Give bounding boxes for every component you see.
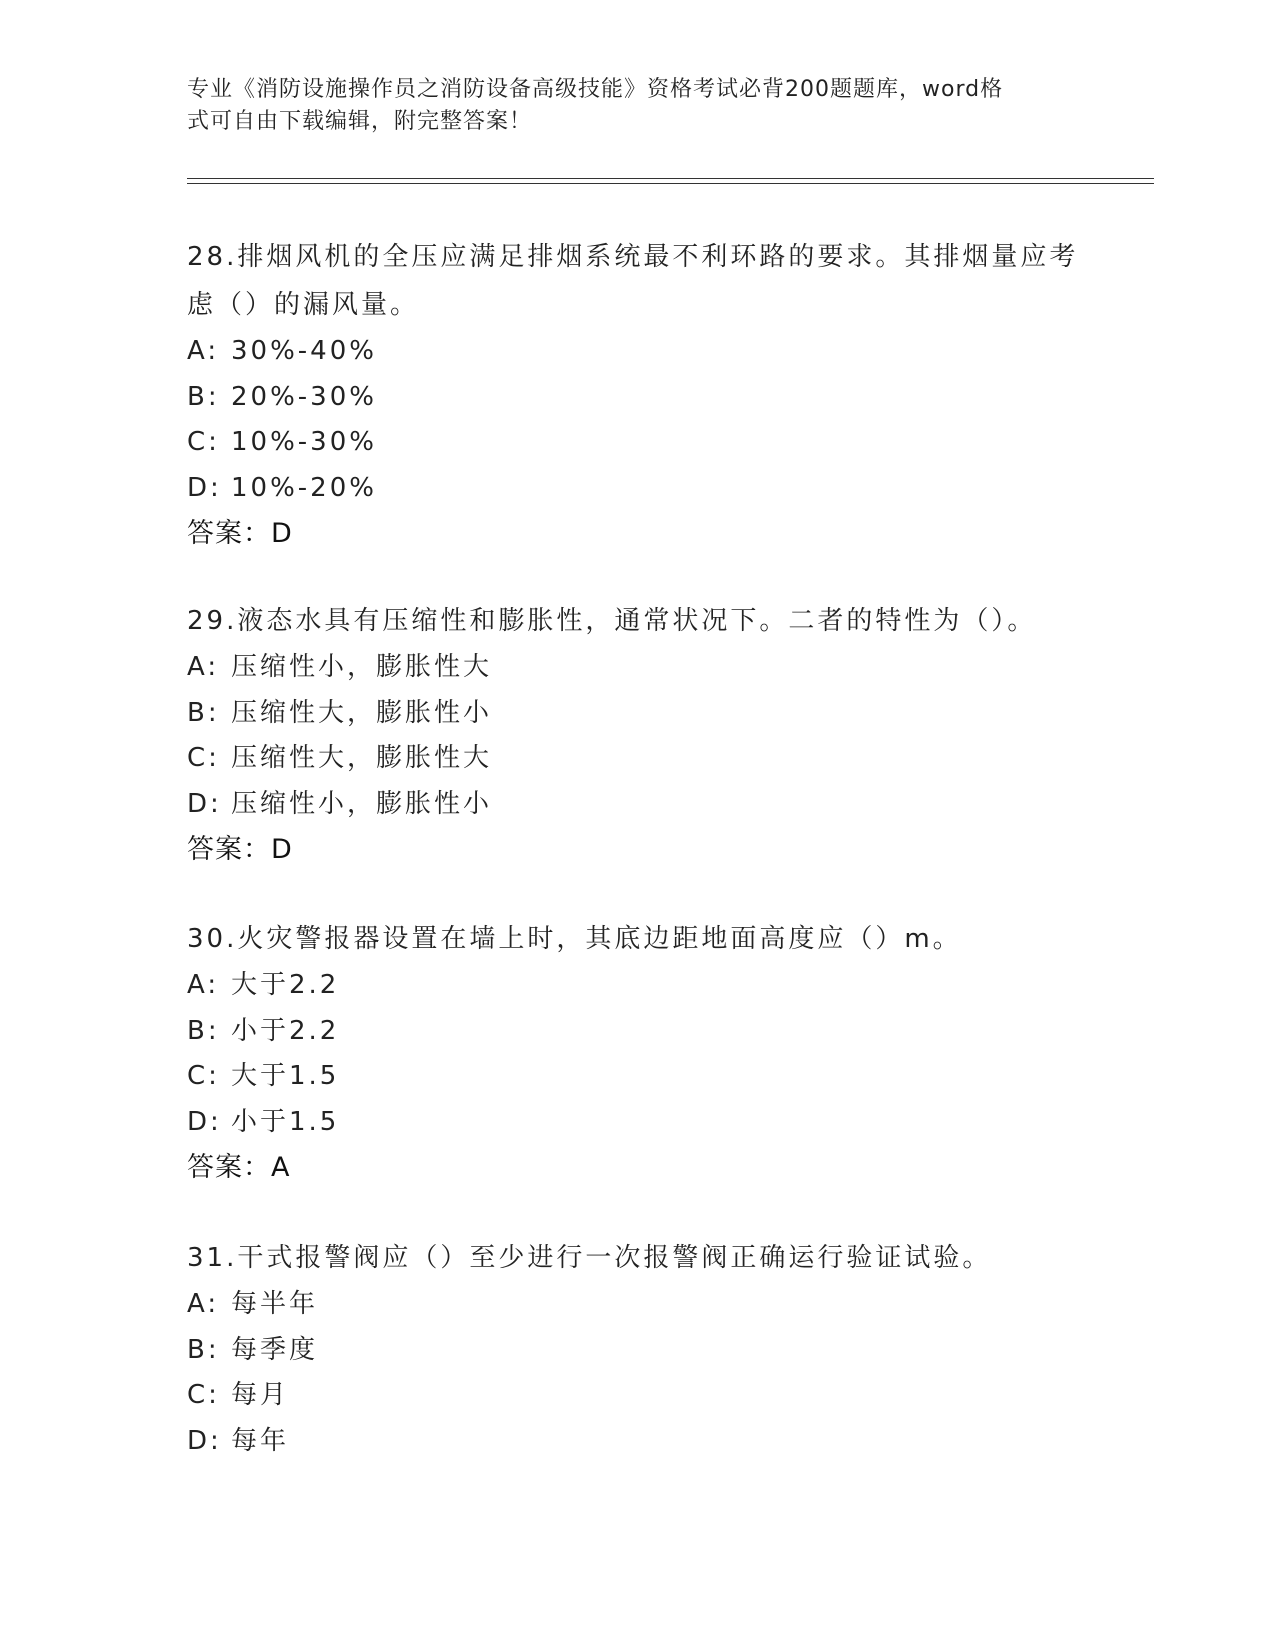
option-text: 大于1.5	[231, 1061, 340, 1091]
option-a	[187, 963, 1087, 1009]
answer-label: 答案：	[187, 834, 271, 865]
option-letter: D:	[187, 1106, 222, 1137]
option-a	[187, 645, 1087, 691]
option-b	[187, 691, 1087, 737]
header-line-1: 专业《消防设施操作员之消防设备高级技能》资格考试必背200题题库，word格	[187, 77, 1004, 102]
question-stem: 29.液态水具有压缩性和膨胀性，通常状况下。二者的特性为（）。	[187, 606, 1037, 636]
option-letter: C:	[187, 743, 220, 773]
option-d	[187, 466, 1087, 512]
option-letter: C:	[187, 1380, 220, 1410]
question-31	[187, 1234, 1087, 1464]
option-text: 小于1.5	[231, 1106, 340, 1137]
option-letter: A:	[187, 1289, 220, 1319]
option-d	[187, 1100, 1087, 1146]
answer-value: D	[271, 834, 293, 865]
question-stem: 31.干式报警阀应（）至少进行一次报警阀正确运行验证试验。	[187, 1243, 992, 1273]
option-c	[187, 420, 1087, 466]
header-line-2: 式可自由下载编辑，附完整答案！	[187, 109, 533, 134]
option-letter: D:	[187, 788, 222, 819]
option-b	[187, 1328, 1087, 1374]
option-text: 每季度	[231, 1334, 319, 1365]
option-letter: A:	[187, 652, 220, 682]
option-d	[187, 1419, 1087, 1465]
option-a	[187, 329, 1087, 375]
option-text: 20%-30%	[231, 381, 377, 412]
option-letter: A:	[187, 336, 220, 366]
question-stem: 28.排烟风机的全压应满足排烟系统最不利环路的要求。其排烟量应考虑（）的漏风量。	[187, 242, 1079, 320]
header-divider-top	[187, 178, 1154, 179]
option-d	[187, 782, 1087, 828]
answer-line	[187, 1145, 1087, 1191]
option-b	[187, 375, 1087, 421]
option-letter: B:	[187, 697, 220, 728]
option-text: 10%-30%	[231, 427, 377, 457]
option-text: 每半年	[231, 1289, 319, 1319]
option-text: 压缩性大，膨胀性小	[231, 697, 493, 728]
option-c	[187, 736, 1087, 782]
option-text: 大于2.2	[231, 970, 340, 1000]
question-30	[187, 915, 1087, 1191]
answer-line	[187, 827, 1087, 873]
option-text: 小于2.2	[231, 1015, 340, 1046]
question-28	[187, 233, 1087, 557]
option-letter: C:	[187, 1061, 220, 1091]
option-text: 10%-20%	[231, 472, 377, 503]
header-divider-bottom	[187, 183, 1154, 184]
option-text: 30%-40%	[231, 336, 377, 366]
answer-value: D	[271, 518, 293, 549]
option-letter: B:	[187, 381, 220, 412]
option-text: 压缩性小，膨胀性小	[231, 788, 493, 819]
option-letter: D:	[187, 472, 222, 503]
answer-label: 答案：	[187, 1152, 271, 1183]
option-c	[187, 1373, 1087, 1419]
option-c	[187, 1054, 1087, 1100]
answer-line	[187, 511, 1087, 557]
answer-label: 答案：	[187, 518, 271, 549]
option-letter: B:	[187, 1015, 220, 1046]
question-stem: 30.火灾警报器设置在墙上时，其底边距地面高度应（）m。	[187, 924, 962, 954]
option-b	[187, 1009, 1087, 1055]
option-text: 压缩性大，膨胀性大	[231, 743, 493, 773]
option-letter: B:	[187, 1334, 220, 1365]
option-letter: A:	[187, 970, 220, 1000]
document-header	[187, 74, 1067, 138]
option-text: 压缩性小，膨胀性大	[231, 652, 493, 682]
option-letter: D:	[187, 1425, 222, 1456]
option-text: 每年	[231, 1425, 290, 1456]
option-text: 每月	[231, 1380, 290, 1410]
option-letter: C:	[187, 427, 220, 457]
answer-value: A	[271, 1152, 291, 1183]
question-29	[187, 597, 1087, 873]
option-a	[187, 1282, 1087, 1328]
